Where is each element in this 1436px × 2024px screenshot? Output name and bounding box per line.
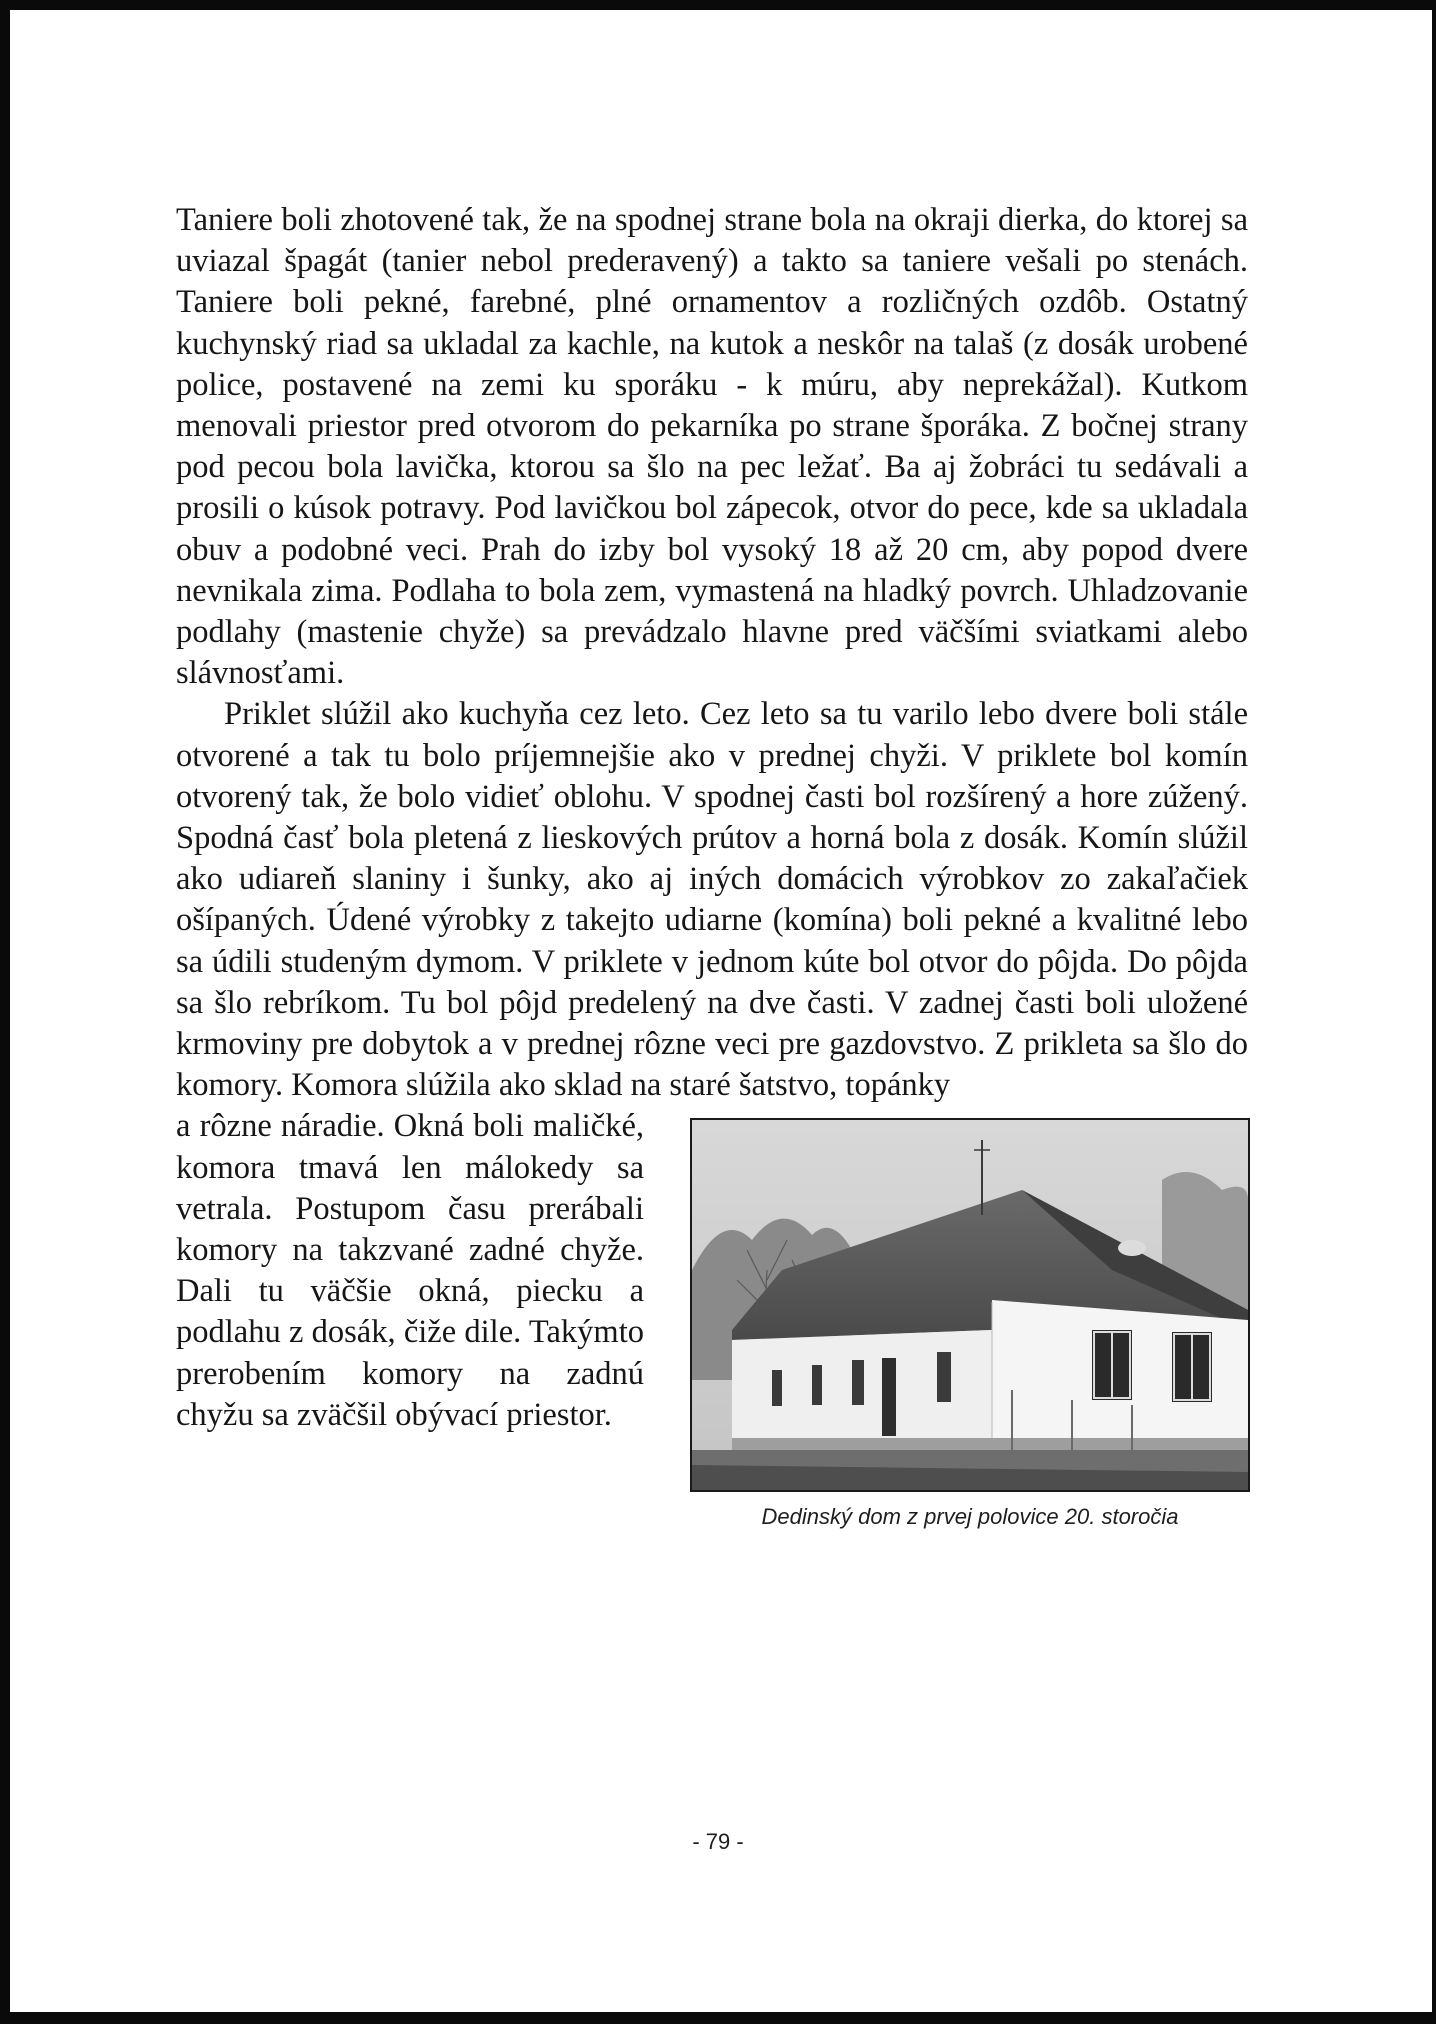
paragraph-2: Priklet slúžil ako kuchyňa cez leto. Cez leto sa tu varilo lebo dvere boli stále otvorené a tak tu bolo príjemnejšie ako v prednej chyži. V priklete bol komín otvorený tak, že bolo vidieť oblohu. V spodnej časti bol rozšírený a hore zúžený. Spodná časť bola pletená z lieskových prútov a horná bola z dosák. Komín slúžil ako udiareň slaniny i šunky, ako aj iných domácich výrobkov zo zakaľačiek ošípaných. Údené výrobky z takejto udiarne (komína) boli pekné a kvalitné lebo sa údili studeným dymom. V priklete v jednom kúte bol otvor do pôjda. Do pôjda sa šlo rebríkom. Tu bol pôjd predelený na dve časti. V zadnej časti boli uložené krmoviny pre dobytok a v prednej rôzne veci pre gazdovstvo. Z prikleta sa šlo do komory. Komora slúžila ako sklad na staré šatstvo, topánky xyxy=(176,696,1248,1104)
figure-caption: Dedinský dom z prvej polovice 20. storočia xyxy=(761,1504,1179,1530)
page-content xyxy=(176,200,1248,1546)
page-number: - 79 - xyxy=(692,1829,744,1854)
paragraph-1: Taniere boli zhotovené tak, že na spodnej strane bola na okraji dierka, do ktorej sa uviazal špagát (tanier nebol prederavený) a takto sa taniere vešali po stenách. Taniere boli pekné, farebné, plné ornamentov a rozličných ozdôb. Ostatný kuchynský riad sa ukladal za kachle, na kutok a neskôr na talaš (z dosák urobené police, postavené na zemi ku sporáku - k múru, aby neprekážal). Kutkom menovali priestor pred otvorom do pekarníka po strane šporáka. Z bočnej strany pod pecou bola lavička, ktorou sa šlo na pec ležať. Ba aj žobráci tu sedávali a prosili o kúsok potravy. Pod lavičkou bol zápecok, otvor do pece, kde sa ukladala obuv a podobné veci. Prah do izby bol vysoký 18 až 20 cm, aby popod dvere nevnikala zima. Podlaha to bola zem, vymastená na hladký povrch. Uhladzovanie podlahy (mastenie chyže) sa prevádzalo hlavne pred väčšími sviatkami alebo slávnosťami. xyxy=(176,202,1248,692)
house-photo xyxy=(690,1118,1250,1492)
text-with-figure xyxy=(176,1106,1248,1546)
figure xyxy=(690,1118,1250,1530)
paragraph-2-continued: a rôzne náradie. Okná boli maličké, komora tmavá len málokedy sa vetrala. Postupom času prerábali komory na takzvané zadné chyže. Dali tu väčšie okná, piecku a podlahu z dosák, čiže dile. Takýmto prerobením komory na zadnú chyžu sa zväčšil obývací priestor. xyxy=(176,1108,644,1433)
narrow-column xyxy=(176,1106,644,1436)
